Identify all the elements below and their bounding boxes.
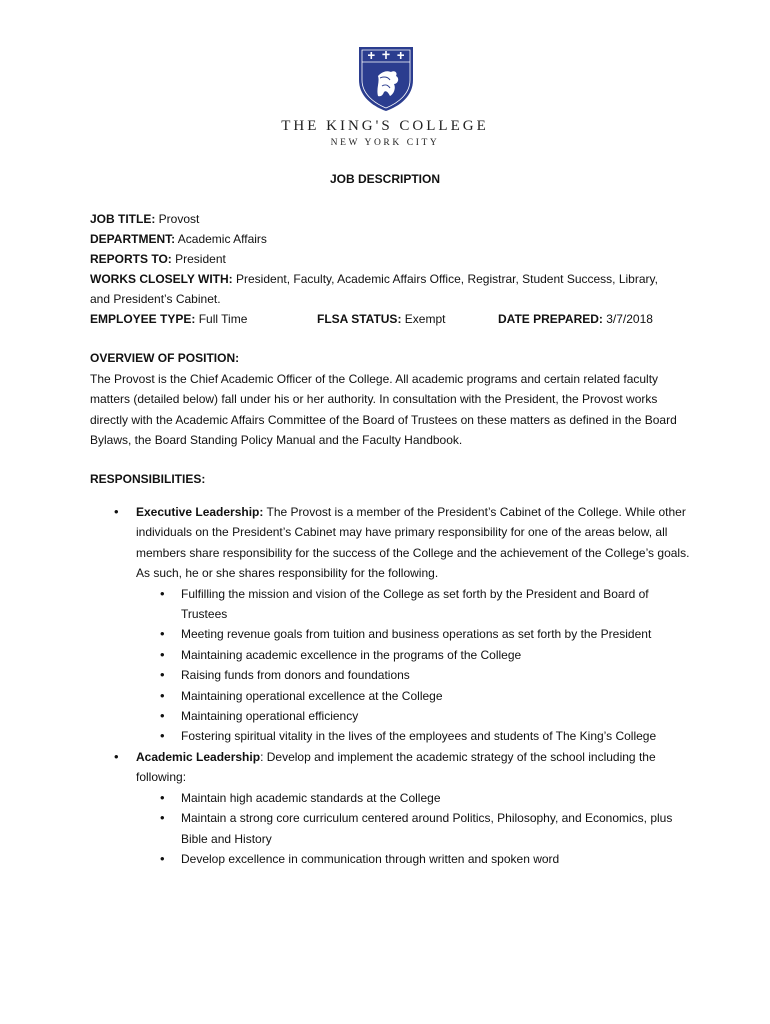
list-item: • Maintain high academic standards at the College xyxy=(136,788,690,808)
job-title-label: JOB TITLE: xyxy=(90,212,156,226)
responsibility-subitems xyxy=(136,788,690,870)
job-title-value: Provost xyxy=(155,212,200,226)
list-item: • Maintain a strong core curriculum centered around Politics, Philosophy, and Economics, plus Bible and History xyxy=(136,808,690,849)
date-prepared-value: 3/7/2018 xyxy=(602,312,653,326)
list-item: • Maintaining operational efficiency xyxy=(136,706,690,726)
responsibility-label: Executive Leadership: xyxy=(136,505,264,519)
responsibility-text: : Develop and implement the academic strategy of the school including the following: xyxy=(136,749,656,785)
department-line xyxy=(90,229,267,249)
works-with-value-line1: President, Faculty, Academic Affairs Office, Registrar, Student Success, Library, xyxy=(232,272,658,286)
job-title-line xyxy=(90,209,199,229)
list-item: • Maintaining academic excellence in the programs of the College xyxy=(136,645,690,665)
responsibility-item xyxy=(90,747,690,869)
employee-type-line xyxy=(90,309,247,329)
overview-text: The Provost is the Chief Academic Officer of the College. All academic programs and certain related faculty matters (detailed below) fall under his or her authority. In consultation with the President, the Provost works directly with the Academic Affairs Committee of the Board of Trustees on these matters as defined in the Board Bylaws, the Board Standing Policy Manual and the Faculty Handbook. xyxy=(90,372,677,448)
list-item: • Meeting revenue goals from tuition and business operations as set forth by the President xyxy=(136,624,690,644)
responsibility-label: Academic Leadership xyxy=(136,749,261,764)
flsa-status-value: Exempt xyxy=(401,312,446,326)
responsibilities-heading: RESPONSIBILITIES: xyxy=(90,472,206,486)
flsa-status-label: FLSA STATUS: xyxy=(317,312,402,326)
employee-type-label: EMPLOYEE TYPE: xyxy=(90,312,196,326)
works-with-label: WORKS CLOSELY WITH: xyxy=(90,272,233,286)
responsibility-subitems xyxy=(136,584,690,747)
reports-to-value: President xyxy=(171,252,226,266)
reports-to-label: REPORTS TO: xyxy=(90,252,172,266)
list-item: • Maintaining operational excellence at the College xyxy=(136,686,690,706)
list-item: • Fulfilling the mission and vision of the College as set forth by the President and Board of Trustees xyxy=(136,584,690,625)
department-label: DEPARTMENT: xyxy=(90,232,176,246)
department-value: Academic Affairs xyxy=(175,232,267,246)
list-item: • Develop excellence in communication through written and spoken word xyxy=(136,849,690,869)
responsibility-text: The Provost is a member of the President’s Cabinet of the College. While other individuals on the President’s Cabinet may have primary responsibility for one of the areas below, all members share responsibility for the success of the College and the achievement of the College’s goals. As such, he or she shares responsibility for the following. xyxy=(136,505,690,581)
list-item: • Fostering spiritual vitality in the lives of the employees and students of The King’s College xyxy=(136,726,690,746)
date-prepared-line xyxy=(498,309,653,329)
responsibility-item xyxy=(90,502,690,747)
works-with-line-2 xyxy=(90,289,221,309)
overview-heading: OVERVIEW OF POSITION: xyxy=(90,351,240,365)
list-item: • Raising funds from donors and foundations xyxy=(136,665,690,685)
college-name: THE KING'S COLLEGE xyxy=(281,118,489,134)
reports-to-line xyxy=(90,249,226,269)
date-prepared-label: DATE PREPARED: xyxy=(498,312,603,326)
employee-type-value: Full Time xyxy=(195,312,248,326)
responsibilities-list xyxy=(90,502,690,869)
college-crest-logo xyxy=(358,46,414,112)
works-with-line xyxy=(90,269,658,289)
college-city: NEW YORK CITY xyxy=(330,138,440,148)
flsa-status-line xyxy=(317,309,445,329)
works-with-value-line2: and President’s Cabinet. xyxy=(90,292,221,306)
document-title: JOB DESCRIPTION xyxy=(329,172,440,186)
